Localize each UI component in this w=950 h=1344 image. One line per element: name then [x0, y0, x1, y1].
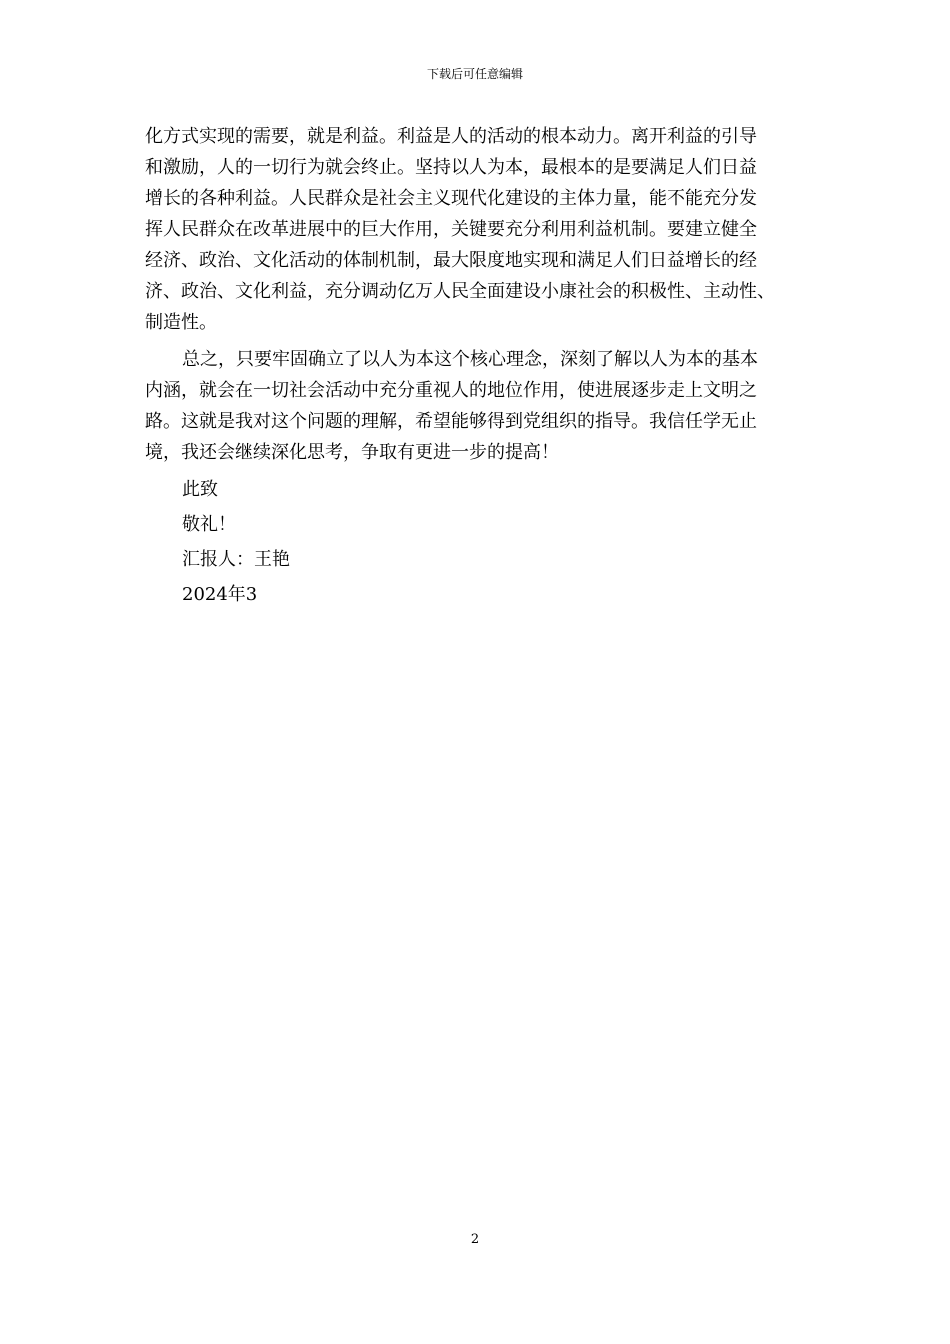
- report-date: 2024年3: [182, 584, 258, 605]
- paragraph-1: [145, 121, 817, 338]
- paragraph-line: 制造性。: [145, 312, 217, 333]
- paragraph-line: 和激励，人的一切行为就会终止。坚持以人为本，最根本的是要满足人们日益: [145, 157, 757, 178]
- paragraph-line: 经济、政治、文化活动的体制机制，最大限度地实现和满足人们日益增长的经: [145, 250, 757, 271]
- salutation: 此致: [182, 479, 218, 500]
- page-number: 2: [470, 1232, 480, 1247]
- paragraph-line: 境，我还会继续深化思考，争取有更进一步的提高！: [145, 442, 559, 463]
- paragraph-2: [145, 344, 817, 468]
- letter-closing: [145, 472, 817, 612]
- reporter-signature: 汇报人：王艳: [182, 549, 290, 570]
- paragraph-line: 增长的各种利益。人民群众是社会主义现代化建设的主体力量，能不能充分发: [145, 188, 757, 209]
- paragraph-line: 济、政治、文化利益，充分调动亿万人民全面建设小康社会的积极性、主动性、: [145, 281, 775, 302]
- regards: 敬礼！: [182, 514, 236, 535]
- document-body: [145, 121, 817, 612]
- paragraph-line: 路。这就是我对这个问题的理解，希望能够得到党组织的指导。我信任学无止: [145, 411, 757, 432]
- page-header: 下载后可任意编辑: [426, 67, 523, 81]
- paragraph-line: 内涵，就会在一切社会活动中充分重视人的地位作用，使进展逐步走上文明之: [145, 380, 757, 401]
- paragraph-line: 化方式实现的需要，就是利益。利益是人的活动的根本动力。离开利益的引导: [145, 126, 757, 147]
- paragraph-line: 总之，只要牢固确立了以人为本这个核心理念，深刻了解以人为本的基本: [182, 349, 758, 370]
- paragraph-line: 挥人民群众在改革进展中的巨大作用，关键要充分利用利益机制。要建立健全: [145, 219, 757, 240]
